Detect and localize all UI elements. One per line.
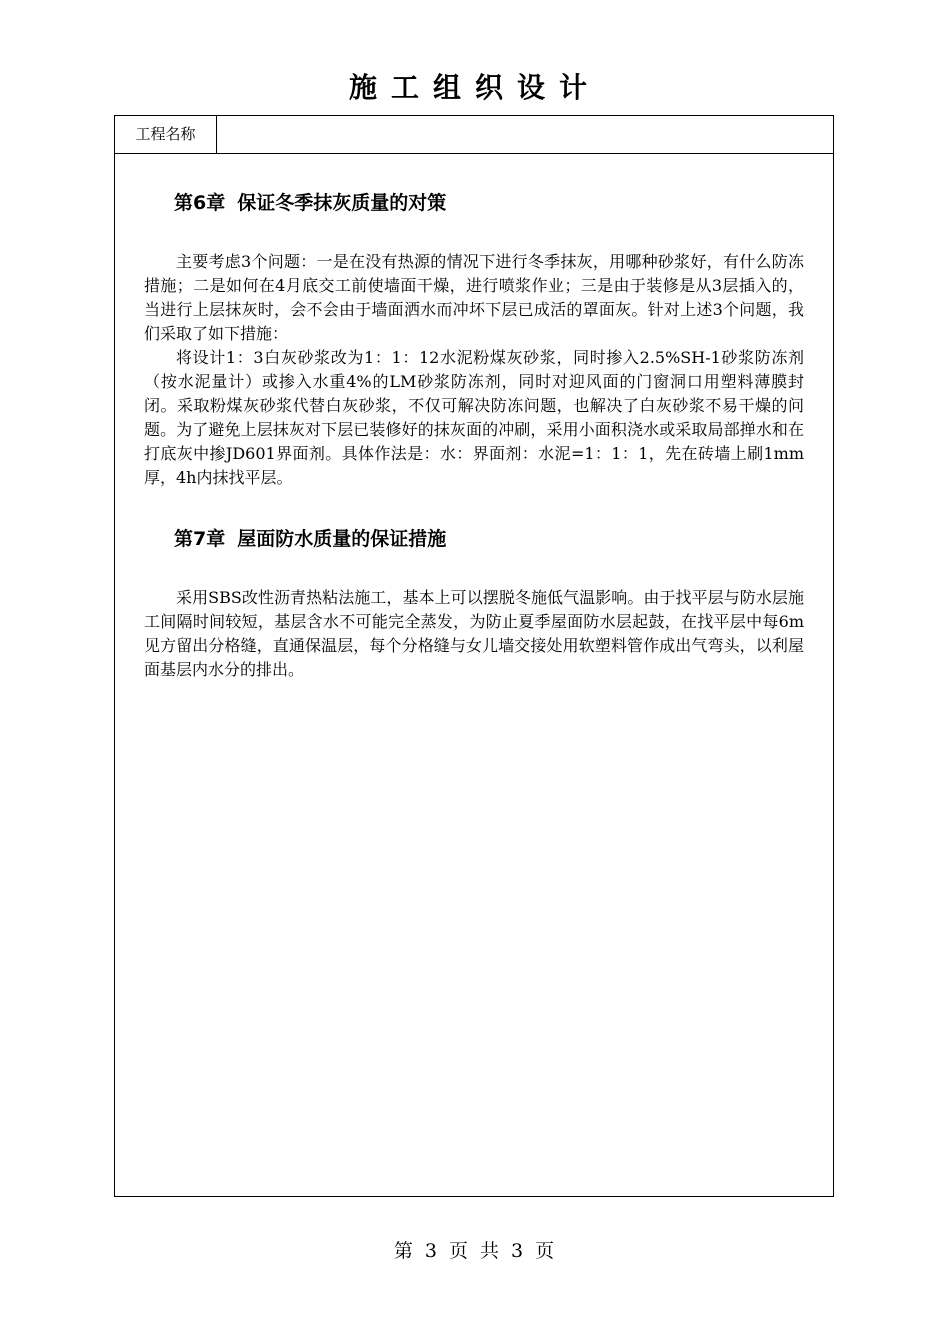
current-page-number: 3 [424, 1240, 439, 1262]
chapter-7-number: 第7章 [174, 528, 226, 550]
chapter-6-number: 第6章 [174, 192, 226, 214]
total-suffix: 页 [535, 1240, 557, 1262]
page-footer [0, 1237, 950, 1265]
chapter-7-title: 屋面防水质量的保证措施 [237, 528, 447, 550]
document-title: 施工组织设计 [348, 71, 601, 104]
total-prefix: 共 [480, 1240, 502, 1262]
total-page-number: 3 [511, 1240, 526, 1262]
document-body [144, 176, 804, 682]
chapter-7-heading [174, 524, 804, 554]
project-name-row [115, 116, 833, 154]
document-frame [114, 115, 834, 1197]
chapter-6-title: 保证冬季抹灰质量的对策 [237, 192, 447, 214]
page-prefix: 第 [393, 1240, 415, 1262]
chapter-6-heading [174, 188, 804, 218]
project-name-value [217, 116, 841, 153]
chapter-6-paragraph-2: 将设计1：3白灰砂浆改为1：1：12水泥粉煤灰砂浆，同时掺入2.5%SH-1砂浆防冻剂（按水泥量计）或掺入水重4%的LM砂浆防冻剂，同时对迎风面的门窗洞口用塑料薄膜封闭。采取粉煤灰砂浆代替白灰砂浆，不仅可解决防冻问题，也解决了白灰砂浆不易干燥的问题。为了避免上层抹灰对下层已装修好的抹灰面的冲刷，采用小面积浇水或采取局部掸水和在打底灰中掺JD601界面剂。具体作法是：水：界面剂：水泥=1：1：1，先在砖墙上刷1mm厚，4h内抹找平层。 [144, 348, 804, 487]
page-word: 页 [448, 1240, 470, 1262]
chapter-7-paragraph-1: 采用SBS改性沥青热粘法施工，基本上可以摆脱冬施低气温影响。由于找平层与防水层施工间隔时间较短，基层含水不可能完全蒸发，为防止夏季屋面防水层起鼓，在找平层中每6m见方留出分格缝，直通保温层，每个分格缝与女儿墙交接处用软塑料管作成出气弯头，以利屋面基层内水分的排出。 [144, 588, 804, 679]
project-name-label: 工程名称 [115, 116, 217, 153]
chapter-6-paragraph-1: 主要考虑3个问题：一是在没有热源的情况下进行冬季抹灰，用哪种砂浆好，有什么防冻措施；二是如何在4月底交工前使墙面干燥，进行喷浆作业；三是由于装修是从3层插入的，当进行上层抹灰时，会不会由于墙面洒水而冲坏下层已成活的罩面灰。针对上述3个问题，我们采取了如下措施： [144, 252, 804, 343]
